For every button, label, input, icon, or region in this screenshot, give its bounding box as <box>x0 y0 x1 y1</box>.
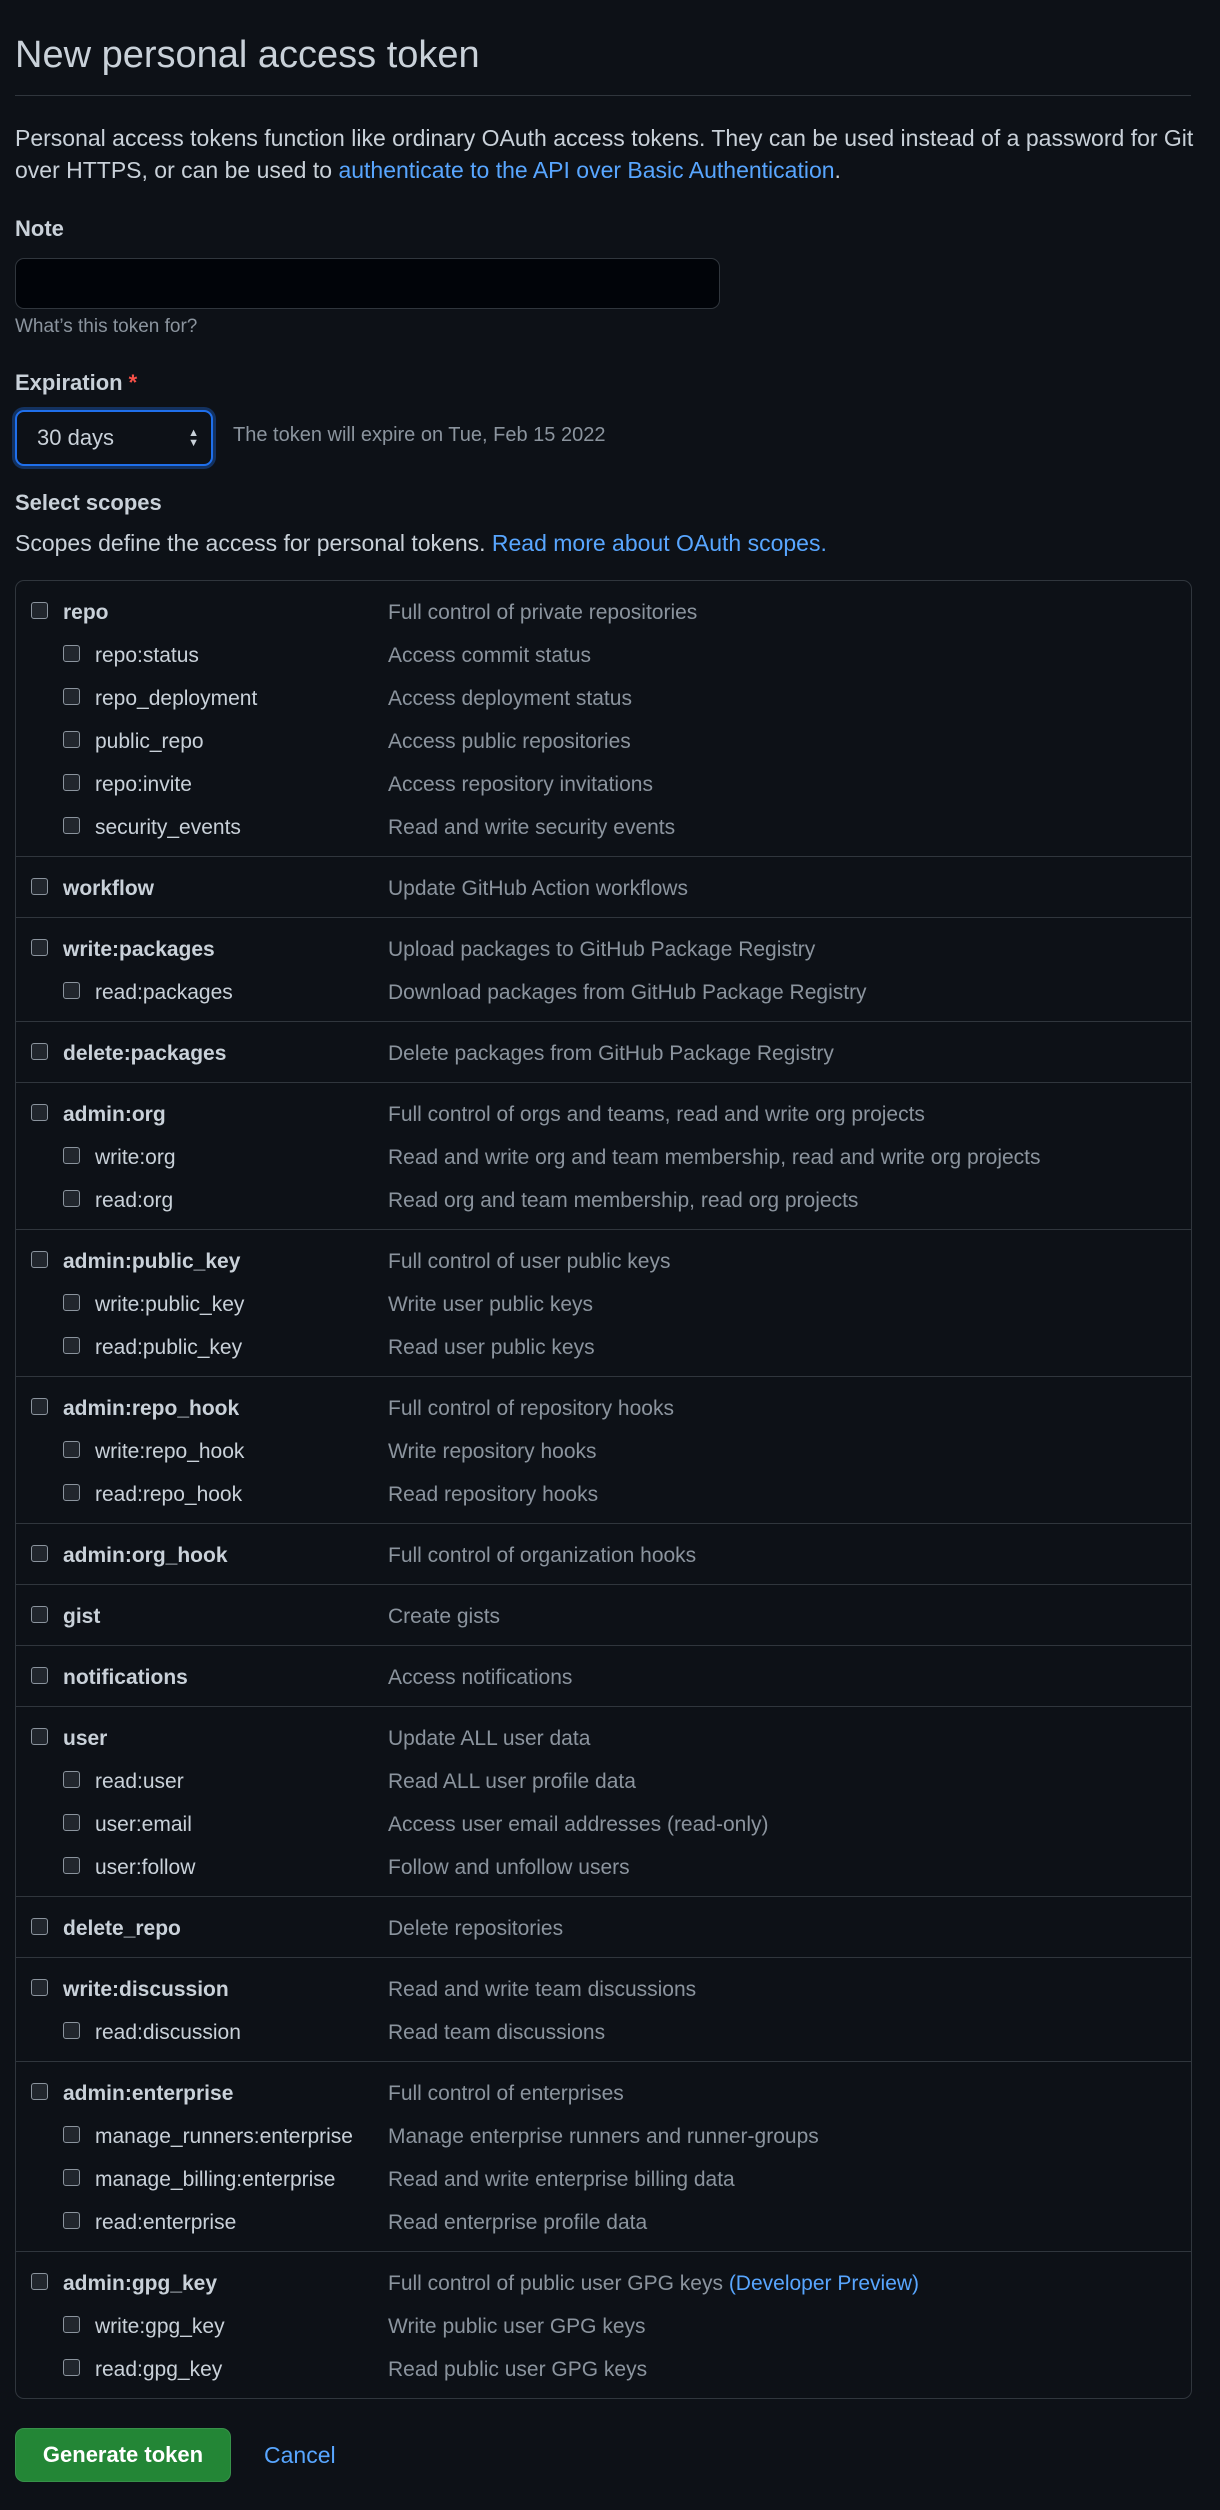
scope-row <box>16 2263 1191 2306</box>
scope-name: write:gpg_key <box>95 2315 225 2338</box>
scope-description <box>388 2021 605 2045</box>
scope-name: user <box>63 1727 108 1750</box>
scope-description-text: Write repository hooks <box>388 1440 597 1463</box>
scope-checkbox[interactable] <box>63 2126 80 2143</box>
scope-description <box>388 1103 925 1127</box>
sub-scope-row <box>16 2306 1191 2349</box>
scope-checkbox[interactable] <box>63 774 80 791</box>
scope-checkbox[interactable] <box>63 982 80 999</box>
intro-text-after: . <box>834 157 841 183</box>
sub-scope-row <box>16 807 1191 850</box>
scope-description <box>388 2211 647 2235</box>
scope-description-text: Access notifications <box>388 1666 573 1689</box>
scope-description-text: Read and write security events <box>388 816 676 839</box>
scope-description-text: Full control of enterprises <box>388 2082 624 2105</box>
scope-row <box>16 2073 1191 2116</box>
scope-description <box>388 1440 597 1464</box>
scope-group <box>16 1897 1191 1958</box>
page-header <box>15 28 1191 96</box>
scope-description-text: Access user email addresses (read-only) <box>388 1813 769 1836</box>
scope-description-text: Read and write org and team membership, read and write org projects <box>388 1146 1041 1169</box>
scope-description-text: Full control of organization hooks <box>388 1544 697 1567</box>
scope-name: repo <box>63 601 109 624</box>
scope-checkbox[interactable] <box>63 1814 80 1831</box>
scope-row <box>16 1718 1191 1761</box>
intro-text-before: Personal access tokens function like ordinary OAuth access tokens. They can be used instead of a password for Git over HTTPS, or can be used to <box>15 125 1194 183</box>
scope-name: user:email <box>95 1813 192 1836</box>
scope-group <box>16 918 1191 1022</box>
scope-row <box>16 929 1191 972</box>
scope-checkbox[interactable] <box>31 1104 48 1121</box>
sub-scope-row <box>16 678 1191 721</box>
scope-description <box>388 938 815 962</box>
sub-scope-row <box>16 2116 1191 2159</box>
scope-description <box>388 1813 768 1837</box>
sub-scope-row <box>16 1327 1191 1370</box>
scope-checkbox[interactable] <box>31 1398 48 1415</box>
sub-scope-row <box>16 1137 1191 1180</box>
scope-description-text: Upload packages to GitHub Package Registry <box>388 938 816 961</box>
scope-description-text: Read ALL user profile data <box>388 1770 636 1793</box>
scope-name: read:discussion <box>95 2021 241 2044</box>
scope-group <box>16 1707 1191 1897</box>
scope-description-text: Create gists <box>388 1605 501 1628</box>
expiration-note: The token will expire on Tue, Feb 15 2022 <box>233 424 606 446</box>
scope-row <box>16 1033 1191 1076</box>
scope-description <box>388 981 867 1005</box>
scope-name: read:org <box>95 1189 174 1212</box>
scope-checkbox[interactable] <box>63 688 80 705</box>
scope-description-text: Access deployment status <box>388 687 632 710</box>
scope-name: public_repo <box>95 730 204 753</box>
scope-name: repo:invite <box>95 773 192 796</box>
scope-description <box>388 2082 624 2106</box>
scope-name: write:public_key <box>95 1293 245 1316</box>
scope-checkbox[interactable] <box>63 2169 80 2186</box>
scope-group <box>16 1230 1191 1377</box>
scope-description <box>388 1189 858 1213</box>
scope-row <box>16 868 1191 911</box>
scope-description <box>388 1336 595 1360</box>
scope-description <box>388 2358 647 2382</box>
scope-checkbox[interactable] <box>63 2316 80 2333</box>
scope-description <box>388 2315 646 2339</box>
scopes-description <box>15 530 827 557</box>
scope-description <box>388 1666 572 1690</box>
scope-description-text: Read and write enterprise billing data <box>388 2168 735 2191</box>
scope-description-text: Full control of public user GPG keys <box>388 2272 723 2295</box>
scope-row <box>16 1241 1191 1284</box>
scope-description <box>388 1978 696 2002</box>
scope-description-text: Read user public keys <box>388 1336 595 1359</box>
scope-name: read:user <box>95 1770 184 1793</box>
scope-checkbox[interactable] <box>31 1667 48 1684</box>
scope-group <box>16 1022 1191 1083</box>
scope-checkbox[interactable] <box>31 1918 48 1935</box>
scope-checkbox[interactable] <box>63 1441 80 1458</box>
scope-name: read:packages <box>95 981 233 1004</box>
scope-description <box>388 1544 696 1568</box>
scope-description-text: Read enterprise profile data <box>388 2211 648 2234</box>
scope-name: gist <box>63 1605 101 1628</box>
sub-scope-row <box>16 972 1191 1015</box>
required-mark: * <box>128 370 138 395</box>
oauth-scopes-link[interactable]: Read more about OAuth scopes. <box>491 530 827 556</box>
scope-description <box>388 773 653 797</box>
scope-row <box>16 592 1191 635</box>
scope-description-text: Read public user GPG keys <box>388 2358 648 2381</box>
expiration-selected-value: 30 days <box>37 425 115 450</box>
scope-checkbox[interactable] <box>63 1337 80 1354</box>
scope-checkbox[interactable] <box>31 1979 48 1996</box>
scope-description-text: Download packages from GitHub Package Registry <box>388 981 867 1004</box>
scope-checkbox[interactable] <box>31 1606 48 1623</box>
sub-scope-row <box>16 2159 1191 2202</box>
scope-row <box>16 1388 1191 1431</box>
scope-checkbox[interactable] <box>31 2083 48 2100</box>
scope-name: write:org <box>95 1146 176 1169</box>
scope-name: security_events <box>95 816 241 839</box>
scope-name: notifications <box>63 1666 188 1689</box>
scope-name: admin:public_key <box>63 1250 241 1273</box>
scope-name: read:enterprise <box>95 2211 237 2234</box>
sub-scope-row <box>16 1761 1191 1804</box>
scope-description-text: Manage enterprise runners and runner-groups <box>388 2125 819 2148</box>
scope-name: write:packages <box>63 938 215 961</box>
note-label: Note <box>15 216 64 241</box>
sub-scope-row <box>16 2012 1191 2055</box>
note-input[interactable] <box>15 258 720 309</box>
scope-description <box>388 644 591 668</box>
scope-name: admin:repo_hook <box>63 1397 240 1420</box>
scope-description-text: Access public repositories <box>388 730 631 753</box>
cancel-button[interactable]: Cancel <box>264 2441 336 2468</box>
scope-row <box>16 1535 1191 1578</box>
scope-group <box>16 581 1191 857</box>
scope-description <box>388 1770 636 1794</box>
scope-description-text: Update GitHub Action workflows <box>388 877 688 900</box>
scope-checkbox[interactable] <box>31 1251 48 1268</box>
scope-name: user:follow <box>95 1856 196 1879</box>
scope-group <box>16 1083 1191 1230</box>
note-hint: What’s this token for? <box>15 316 198 337</box>
scope-checkbox[interactable] <box>63 1484 80 1501</box>
scope-checkbox[interactable] <box>31 939 48 956</box>
developer-preview-link[interactable]: (Developer Preview) <box>728 2272 920 2295</box>
scope-description <box>388 2168 735 2192</box>
sub-scope-row <box>16 1847 1191 1890</box>
page-title: New personal access token <box>15 34 480 76</box>
sub-scope-row <box>16 1804 1191 1847</box>
scope-name: manage_runners:enterprise <box>95 2125 353 2148</box>
scope-checkbox[interactable] <box>63 1190 80 1207</box>
scope-description <box>388 1605 500 1629</box>
scope-name: read:public_key <box>95 1336 243 1359</box>
scope-row <box>16 1596 1191 1639</box>
scope-description-text: Read repository hooks <box>388 1483 599 1506</box>
sub-scope-row <box>16 1284 1191 1327</box>
scope-description <box>388 2125 819 2149</box>
scope-name: admin:enterprise <box>63 2082 234 2105</box>
scope-checkbox[interactable] <box>63 1147 80 1164</box>
expiration-label <box>15 370 137 396</box>
scope-description-text: Read team discussions <box>388 2021 606 2044</box>
scope-description-text: Full control of user public keys <box>388 1250 671 1273</box>
scope-description <box>388 1146 1041 1170</box>
scope-checkbox[interactable] <box>63 1294 80 1311</box>
scope-name: admin:org <box>63 1103 166 1126</box>
scope-description <box>388 1293 593 1317</box>
scope-description <box>388 687 632 711</box>
scope-description <box>388 1483 598 1507</box>
scope-name: delete_repo <box>63 1917 181 1940</box>
scope-checkbox[interactable] <box>63 2022 80 2039</box>
form-actions <box>15 2428 336 2482</box>
scope-name: admin:org_hook <box>63 1544 228 1567</box>
scope-checkbox[interactable] <box>31 1545 48 1562</box>
scope-group <box>16 1958 1191 2062</box>
sub-scope-row <box>16 764 1191 807</box>
scope-description <box>388 601 697 625</box>
scope-description <box>388 1917 563 1941</box>
scope-checkbox[interactable] <box>31 878 48 895</box>
sub-scope-row <box>16 1431 1191 1474</box>
scope-description-text: Write user public keys <box>388 1293 594 1316</box>
scope-group <box>16 1377 1191 1524</box>
scope-row <box>16 1094 1191 1137</box>
scope-description <box>388 1250 670 1274</box>
scope-name: write:repo_hook <box>95 1440 245 1463</box>
scope-description <box>388 1397 674 1421</box>
scope-name: write:discussion <box>63 1978 229 2001</box>
scope-row <box>16 1908 1191 1951</box>
scope-name: admin:gpg_key <box>63 2272 218 2295</box>
scope-name: repo_deployment <box>95 687 258 710</box>
scope-checkbox[interactable] <box>63 2212 80 2229</box>
scope-name: delete:packages <box>63 1042 227 1065</box>
scope-description-text: Update ALL user data <box>388 1727 591 1750</box>
scope-description <box>388 2272 919 2296</box>
scope-checkbox[interactable] <box>63 1771 80 1788</box>
scope-checkbox[interactable] <box>63 817 80 834</box>
scope-group <box>16 1524 1191 1585</box>
scope-description <box>388 1042 834 1066</box>
sub-scope-row <box>16 2349 1191 2392</box>
scope-group <box>16 1585 1191 1646</box>
scope-row <box>16 1657 1191 1700</box>
scope-description-text: Write public user GPG keys <box>388 2315 646 2338</box>
scope-name: read:repo_hook <box>95 1483 243 1506</box>
sub-scope-row <box>16 2202 1191 2245</box>
sub-scope-row <box>16 635 1191 678</box>
scope-name: repo:status <box>95 644 199 667</box>
intro-text <box>15 122 1195 186</box>
scope-description-text: Follow and unfollow users <box>388 1856 630 1879</box>
expiration-select[interactable] <box>15 410 213 466</box>
scopes-list <box>15 580 1192 2399</box>
scope-description <box>388 1856 630 1880</box>
scopes-heading: Select scopes <box>15 490 162 515</box>
select-arrows-icon: ▲ ▼ <box>188 427 199 449</box>
sub-scope-row <box>16 721 1191 764</box>
scope-description-text: Delete packages from GitHub Package Registry <box>388 1042 834 1065</box>
scope-group <box>16 1646 1191 1707</box>
scope-group <box>16 857 1191 918</box>
scope-name: read:gpg_key <box>95 2358 223 2381</box>
scope-checkbox[interactable] <box>31 1728 48 1745</box>
scope-checkbox[interactable] <box>63 1857 80 1874</box>
scope-description-text: Delete repositories <box>388 1917 564 1940</box>
scope-description-text: Access commit status <box>388 644 592 667</box>
scope-description-text: Access repository invitations <box>388 773 653 796</box>
scope-name: workflow <box>63 877 155 900</box>
scope-description <box>388 730 631 754</box>
scope-group <box>16 2252 1191 2398</box>
scope-checkbox[interactable] <box>63 731 80 748</box>
scope-description <box>388 1727 590 1751</box>
sub-scope-row <box>16 1180 1191 1223</box>
scope-description-text: Read org and team membership, read org projects <box>388 1189 859 1212</box>
scope-checkbox[interactable] <box>31 602 48 619</box>
scope-name: manage_billing:enterprise <box>95 2168 336 2191</box>
scope-group <box>16 2062 1191 2252</box>
scope-description-text: Full control of orgs and teams, read and write org projects <box>388 1103 925 1126</box>
scopes-description-text: Scopes define the access for personal tokens. <box>15 530 492 556</box>
scope-checkbox[interactable] <box>31 2273 48 2290</box>
scope-checkbox[interactable] <box>31 1043 48 1060</box>
scope-description-text: Full control of repository hooks <box>388 1397 674 1420</box>
scope-description <box>388 877 688 901</box>
expiration-label-text: Expiration <box>15 370 123 395</box>
generate-token-button[interactable]: Generate token <box>15 2428 231 2482</box>
sub-scope-row <box>16 1474 1191 1517</box>
basic-auth-link[interactable]: authenticate to the API over Basic Authentication <box>338 157 835 183</box>
scope-description-text: Read and write team discussions <box>388 1978 697 2001</box>
scope-checkbox[interactable] <box>63 645 80 662</box>
scope-description-text: Full control of private repositories <box>388 601 698 624</box>
scope-checkbox[interactable] <box>63 2359 80 2376</box>
scope-description <box>388 816 675 840</box>
scope-row <box>16 1969 1191 2012</box>
